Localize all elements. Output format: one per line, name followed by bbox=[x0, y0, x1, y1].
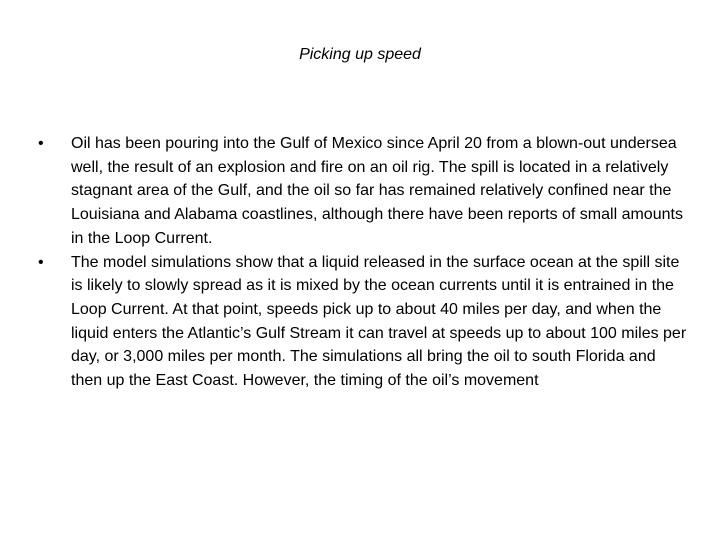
slide-title: Picking up speed bbox=[299, 46, 421, 63]
bullet-item-oil-pouring bbox=[38, 132, 688, 251]
bullet-marker: • bbox=[38, 135, 44, 152]
bullet-text: Oil has been pouring into the Gulf of Mexico since April 20 from a blown-out undersea well, the result of an explosion and fire on an oil rig. The spill is located in a relatively stagnant area of the Gulf, and the oil so far has remained relatively confined near the Louisiana and Alabama coastlines, although there have been reports of small amounts in the Loop Current. bbox=[71, 135, 683, 247]
bullet-text: The model simulations show that a liquid released in the surface ocean at the spill site is likely to slowly spread as it is mixed by the ocean currents until it is entrained in the Loop Current. At that point, speeds pick up to about 40 miles per day, and when the liquid enters the Atlantic’s Gulf Stream it can travel at speeds up to about 100 miles per day, or 3,000 miles per month. The simulations all bring the oil to south Florida and then up the East Coast. However, the timing of the oil’s movement bbox=[71, 253, 687, 390]
bullet-item-model-simulations bbox=[38, 251, 688, 393]
bullet-marker: • bbox=[38, 253, 44, 271]
bullet-list bbox=[38, 132, 688, 393]
